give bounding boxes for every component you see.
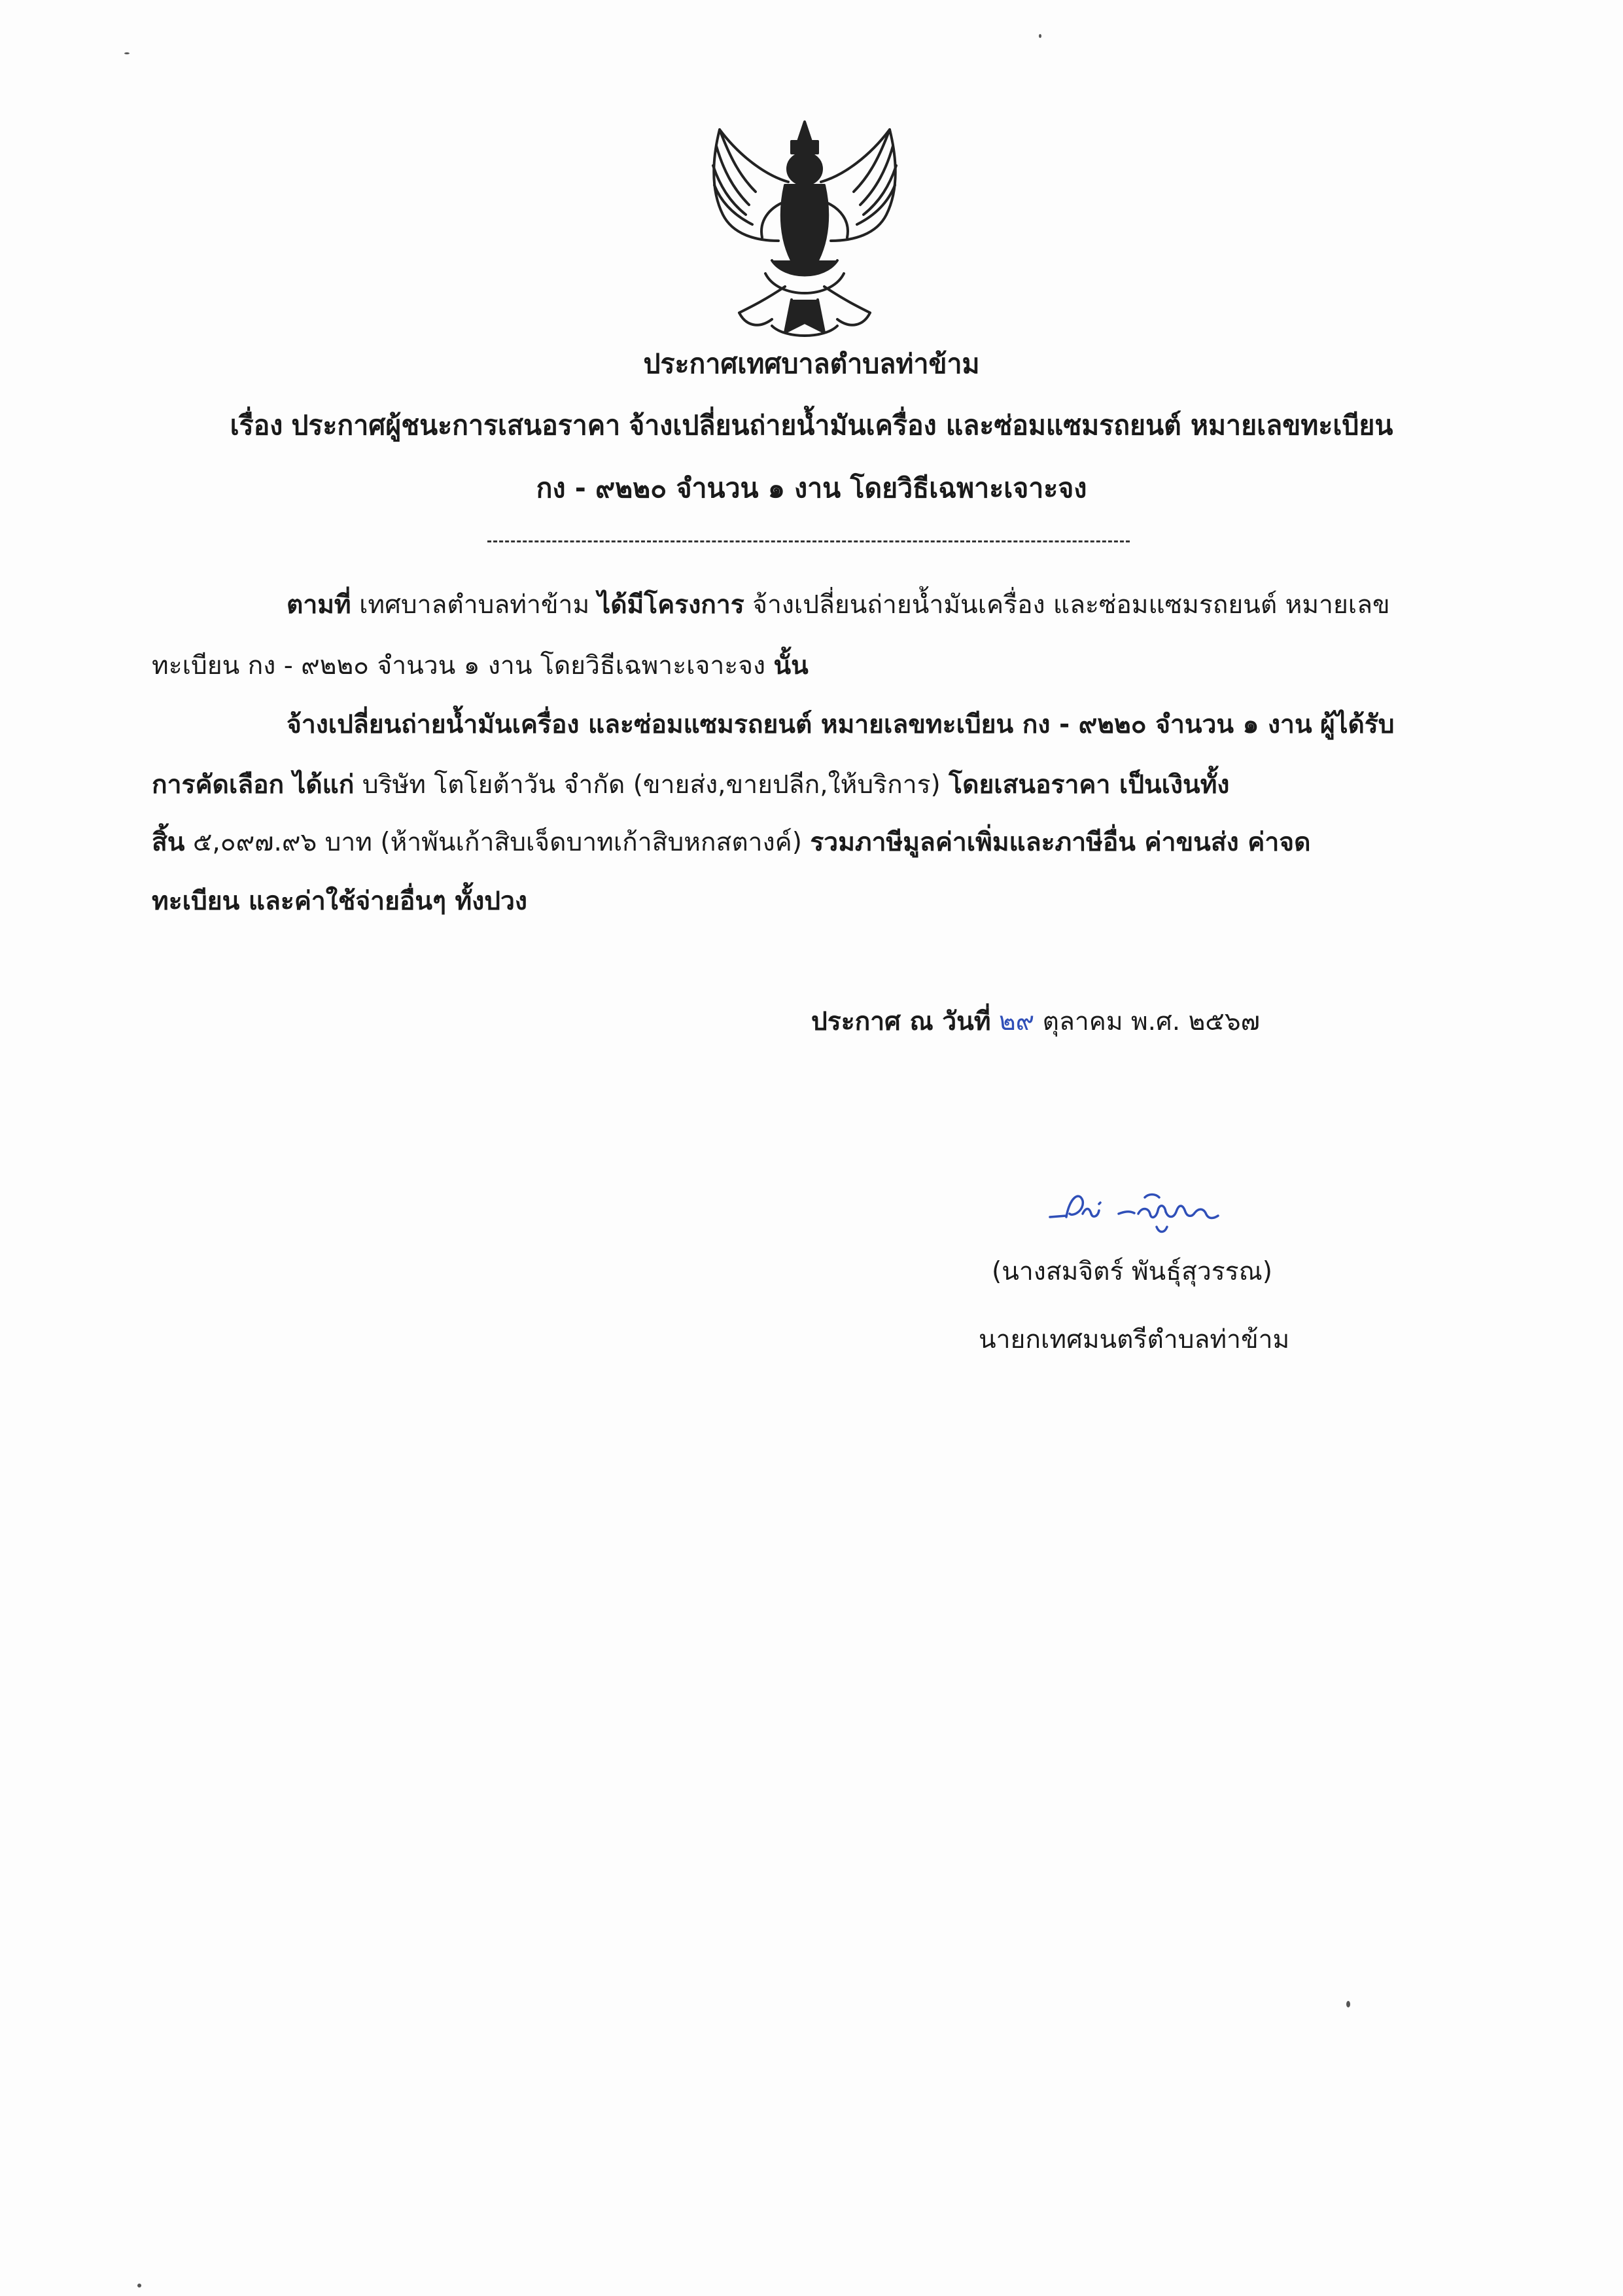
paragraph-1-line-1 [287,587,1390,624]
announcement-date [811,1004,1260,1040]
p1-text-d: จ้างเปลี่ยนถ่ายน้ำมันเครื่อง และซ่อมแซมรถยนต์ หมายเลข [752,590,1390,620]
p1-text-e: ทะเบียน กง - ๙๒๒๐ จำนวน ๑ งาน โดยวิธีเฉพาะเจาะจง [152,651,766,680]
announcement-agency-title: ประกาศเทศบาลตำบลท่าข้าม [643,348,980,380]
scan-speck [1039,34,1041,38]
p1-text-a: ตามที่ [287,590,351,620]
garuda-emblem-icon [693,110,916,345]
p2-text-d: บริษัท โตโยต้าวัน จำกัด (ขายส่ง,ขายปลีก,ให้บริการ) [362,770,941,800]
subject-label: เรื่อง [230,410,283,441]
p2-text-e: โดยเสนอราคา เป็นเงินทั้ง [949,770,1230,800]
handwritten-signature [1047,1178,1263,1250]
subject-bold-text: ประกาศผู้ชนะการเสนอราคา [291,410,621,441]
scan-speck [137,2284,141,2287]
p2-text-c: การคัดเลือก ได้แก่ [152,770,355,800]
p2-text-a: จ้างเปลี่ยนถ่ายน้ำมันเครื่อง และซ่อมแซมรถยนต์ หมายเลขทะเบียน กง - ๙๒๒๐ จำนวน ๑ งาน [287,710,1312,739]
signer-title: นายกเทศมนตรีตำบลท่าข้าม [979,1325,1290,1354]
scan-speck [1346,2001,1350,2007]
date-day: ๒๙ [998,1007,1035,1036]
p2-text-f: สิ้น [152,828,185,857]
paragraph-2-line-3 [152,824,1310,861]
dashed-divider [487,540,1130,542]
paragraph-2-line-1 [287,707,1395,743]
p1-text-c: ได้มีโครงการ [597,590,744,620]
scan-speck [124,52,130,54]
paragraph-2-line-2 [152,767,1229,804]
paragraph-2-line-4: ทะเบียน และค่าใช้จ่ายอื่นๆ ทั้งปวง [152,887,527,916]
subject-line-1 [0,407,1623,444]
date-prefix: ประกาศ ณ วันที่ [811,1007,991,1036]
subject-line-2: กง - ๙๒๒๐ จำนวน ๑ งาน โดยวิธีเฉพาะเจาะจง [536,472,1087,504]
subject-rest-text: จ้างเปลี่ยนถ่ายน้ำมันเครื่อง และซ่อมแซมรถยนต์ หมายเลขทะเบียน [629,410,1393,441]
paragraph-1-line-2 [152,648,809,684]
p1-text-b: เทศบาลตำบลท่าข้าม [359,590,590,620]
p2-text-h: รวมภาษีมูลค่าเพิ่มและภาษีอื่น ค่าขนส่ง ค่าจด [810,828,1311,857]
signer-name: (นางสมจิตร์ พันธุ์สุวรรณ) [992,1257,1273,1286]
p2-text-g: ๕,๐๙๗.๙๖ บาท (ห้าพันเก้าสิบเจ็ดบาทเก้าสิบหกสตางค์) [192,828,802,857]
p2-text-b: ผู้ได้รับ [1320,710,1395,739]
date-month-year: ตุลาคม พ.ศ. ๒๕๖๗ [1042,1007,1260,1036]
p1-text-f: นั้น [773,651,809,680]
